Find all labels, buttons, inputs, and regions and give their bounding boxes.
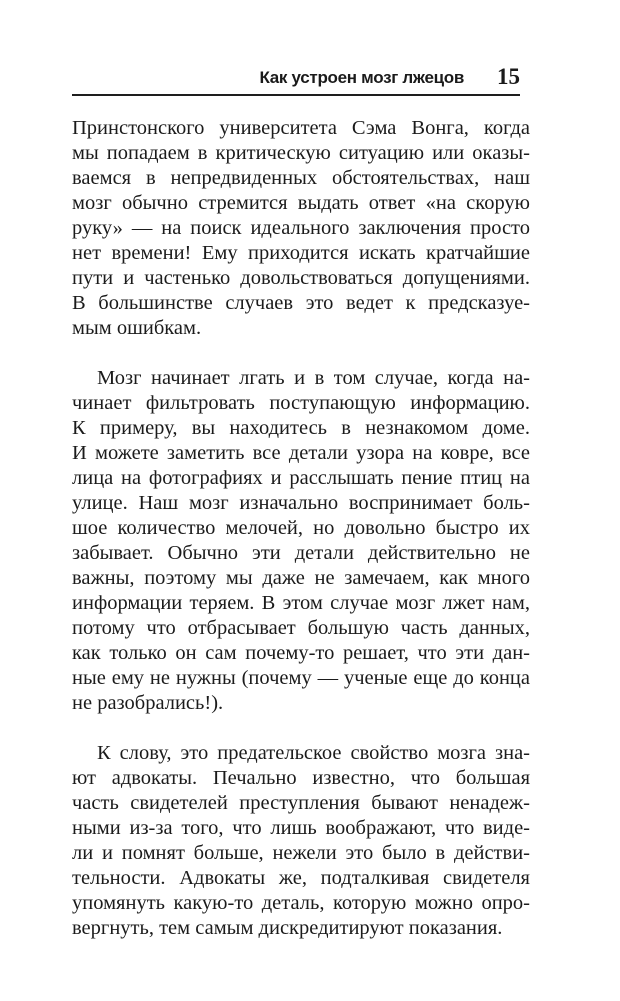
text-line: К слову, это предательское свойство мозга зна-	[97, 742, 530, 764]
text-line: тельности. Адвокаты же, подталкивая свидетеля	[72, 867, 530, 889]
paragraph-1	[72, 116, 530, 341]
text-line: Мозг начинает лгать и в том случае, когда на-	[97, 367, 530, 389]
running-header	[72, 64, 520, 90]
text-line: И можете заметить все детали узора на ковре, все	[72, 442, 530, 464]
text-line: лица на фотографиях и расслышать пение птиц на	[72, 467, 530, 489]
page-number: 15	[497, 64, 520, 89]
text-line: пути и частенько довольствоваться допущениями.	[72, 267, 530, 289]
text-line: часть свидетелей преступления бывают ненадеж-	[72, 792, 530, 814]
text-line: мым ошибкам.	[72, 317, 202, 339]
text-line: забывает. Обычно эти детали действительно не	[72, 542, 530, 564]
text-line: ваемся в непредвиденных обстоятельствах, наш	[72, 167, 530, 189]
running-header-title: Как устроен мозг лжецов	[259, 68, 464, 87]
text-line: важны, поэтому мы даже не замечаем, как много	[72, 567, 530, 589]
text-line: руку» — на поиск идеального заключения просто	[72, 217, 530, 239]
text-line: не разобрались!).	[72, 692, 224, 714]
text-line: мы попадаем в критическую ситуацию или оказы-	[72, 142, 530, 164]
text-line: информации теряем. В этом случае мозг лжет нам,	[72, 592, 530, 614]
body-text	[72, 116, 530, 941]
paragraph-2	[72, 366, 530, 716]
text-line: мозг обычно стремится выдать ответ «на скорую	[72, 192, 530, 214]
header-rule	[72, 94, 520, 96]
text-line: ными из-за того, что лишь воображают, что виде-	[72, 817, 530, 839]
paragraph-3	[72, 741, 530, 941]
text-line: нет времени! Ему приходится искать кратчайшие	[72, 242, 530, 264]
text-line: потому что отбрасывает большую часть данных,	[72, 617, 530, 639]
text-line: вергнуть, тем самым дискредитируют показания.	[72, 917, 503, 939]
text-line: ют адвокаты. Печально известно, что большая	[72, 767, 530, 789]
text-line: шое количество мелочей, но довольно быстро их	[72, 517, 530, 539]
text-line: упомянуть какую-то деталь, которую можно опро-	[72, 892, 530, 914]
text-line: ли и помнят больше, нежели это было в действи-	[72, 842, 530, 864]
text-line: К примеру, вы находитесь в незнакомом доме.	[72, 417, 530, 439]
text-line: чинает фильтровать поступающую информацию.	[72, 392, 530, 414]
text-line: улице. Наш мозг изначально воспринимает боль-	[72, 492, 530, 514]
text-line: ные ему не нужны (почему — ученые еще до конца	[72, 667, 530, 689]
text-line: Принстонского университета Сэма Вонга, когда	[72, 117, 530, 139]
text-line: В большинстве случаев это ведет к предсказуе-	[72, 292, 530, 314]
text-line: как только он сам почему-то решает, что эти дан-	[72, 642, 530, 664]
